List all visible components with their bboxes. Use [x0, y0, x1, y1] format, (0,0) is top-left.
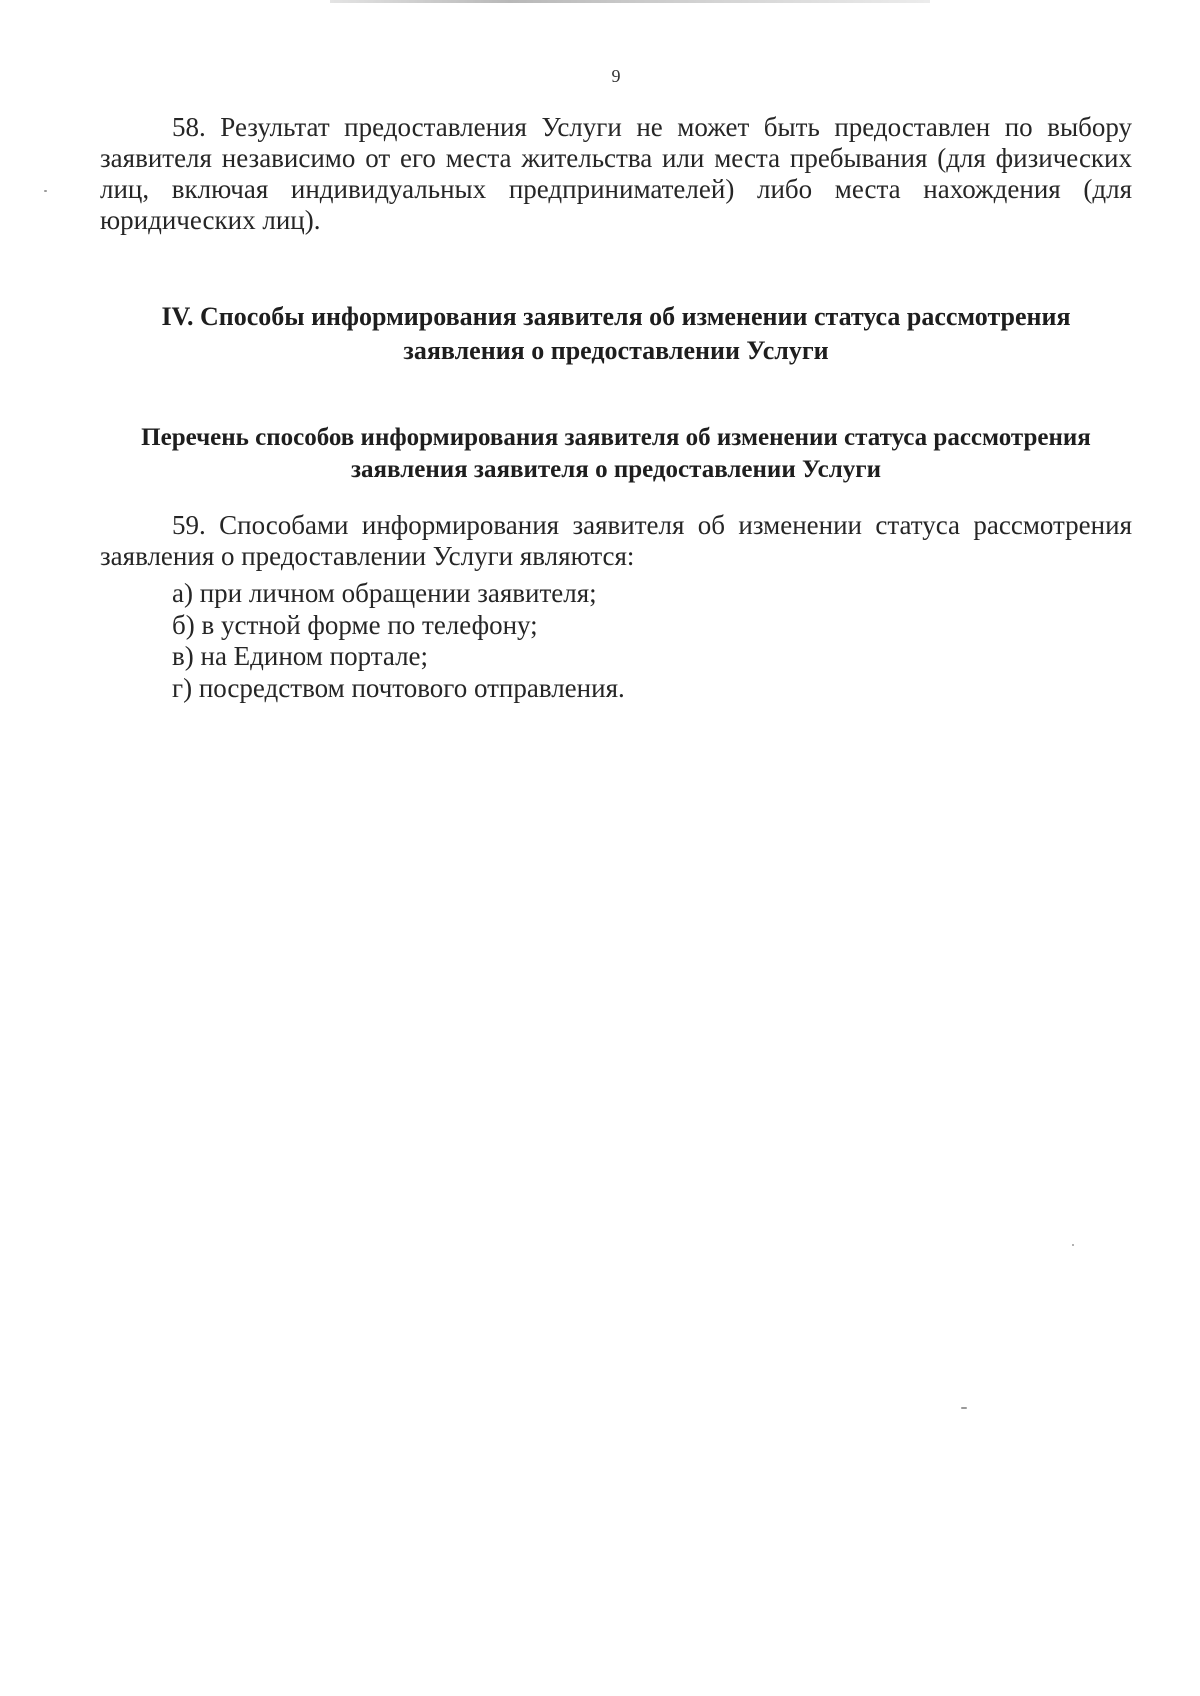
scan-artifact-top	[330, 0, 930, 3]
scan-speck	[961, 1407, 967, 1409]
section-heading: IV. Способы информирования заявителя об изменении статуса рассмотрения заявления о предоставлении Услуги	[161, 302, 1071, 365]
list-item: а) при личном обращении заявителя;	[172, 578, 597, 608]
list-item: г) посредством почтового отправления.	[172, 672, 625, 703]
notification-methods-list	[172, 578, 1072, 704]
scan-speck	[44, 190, 47, 192]
paragraph-58: 58. Результат предоставления Услуги не может быть предоставлен по выбору заявителя независимо от его места жительства или места пребывания (для физических лиц, включая индивидуальных предпринимателей) либо места нахождения (для юридических лиц).	[100, 112, 1132, 235]
list-item: в) на Едином портале;	[172, 641, 429, 671]
sub-heading: Перечень способов информирования заявителя об изменении статуса рассмотрения заявления заявителя о предоставлении Услуги	[141, 424, 1091, 483]
page-number: 9	[611, 66, 621, 86]
paragraph-59: 59. Способами информирования заявителя об изменении статуса рассмотрения заявления о предоставлении Услуги являются:	[100, 510, 1132, 571]
scan-speck	[1072, 1244, 1074, 1246]
list-item: б) в устной форме по телефону;	[172, 609, 538, 640]
